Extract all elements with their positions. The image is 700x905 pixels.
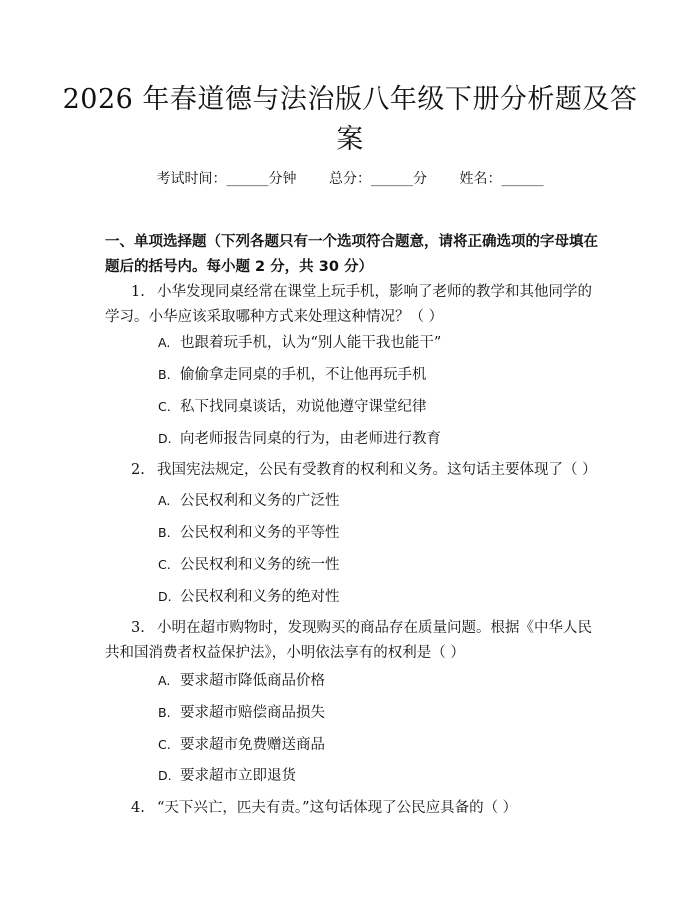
student-name-field: 姓名：______ [459,171,544,187]
option-letter: B. [158,525,171,540]
option-letter: B. [158,705,171,720]
question-number: 1. [131,284,145,300]
question-text: “天下兴亡，匹夫有责。”这句话体现了公民应具备的（ ） [157,800,518,816]
question-2 [105,458,600,483]
option-letter: D. [158,431,172,446]
question-3 [105,616,600,666]
question-2-option-d [158,586,340,608]
question-text: 小华发现同桌经常在课堂上玩手机，影响了老师的教学和其他同学的学习。小华应该采取哪种方式来处理这种情况？（ ） [105,284,592,325]
option-text: 偷偷拿走同桌的手机，不让他再玩手机 [180,367,427,383]
question-number: 2. [131,462,145,478]
option-letter: A. [158,493,171,508]
question-3-option-c [158,734,325,756]
section-heading: 一、单项选择题（下列各题只有一个选项符合题意，请将正确选项的字母填在题后的括号内。每小题 2 分，共 30 分） [105,234,598,275]
option-letter: C. [158,399,171,414]
exam-time-field: 考试时间：______分钟 [156,171,297,187]
question-text: 我国宪法规定，公民有受教育的权利和义务。这句话主要体现了（ ） [157,462,597,478]
question-1 [105,280,600,330]
question-number: 4. [131,800,145,816]
option-text: 私下找同桌谈话，劝说他遵守课堂纪律 [180,399,427,415]
question-1-option-d [158,428,441,450]
question-1-option-b [158,364,427,386]
option-text: 公民权利和义务的绝对性 [180,589,340,605]
option-text: 公民权利和义务的广泛性 [180,493,340,509]
question-1-option-c [158,396,427,418]
question-3-option-a [158,670,325,692]
option-text: 要求超市赔偿商品损失 [180,705,325,721]
option-text: 公民权利和义务的平等性 [180,525,340,541]
page-title: 2026 年春道德与法治版八年级下册分析题及答案 [62,84,638,155]
question-4 [105,796,600,821]
option-letter: C. [158,737,171,752]
option-letter: C. [158,557,171,572]
option-letter: A. [158,673,171,688]
option-letter: D. [158,589,172,604]
option-text: 公民权利和义务的统一性 [180,557,340,573]
option-text: 要求超市降低商品价格 [180,673,325,689]
option-text: 要求超市免费赠送商品 [180,737,325,753]
question-2-option-b [158,522,340,544]
option-letter: D. [158,768,172,783]
option-text: 要求超市立即退货 [180,768,296,784]
option-text: 向老师报告同桌的行为，由老师进行教育 [180,431,441,447]
question-2-option-c [158,554,340,576]
question-2-option-a [158,490,340,512]
question-3-option-d [158,765,296,787]
exam-info-line [0,168,700,188]
question-3-option-b [158,702,325,724]
question-text: 小明在超市购物时，发现购买的商品存在质量问题。根据《中华人民共和国消费者权益保护法》，小明依法享有的权利是（ ） [105,620,592,661]
option-letter: B. [158,367,171,382]
question-1-option-a [158,332,441,354]
option-letter: A. [158,335,171,350]
question-number: 3. [131,620,145,636]
total-score-field: 总分：______分 [329,171,427,187]
option-text: 也跟着玩手机，认为“别人能干我也能干” [180,335,442,351]
